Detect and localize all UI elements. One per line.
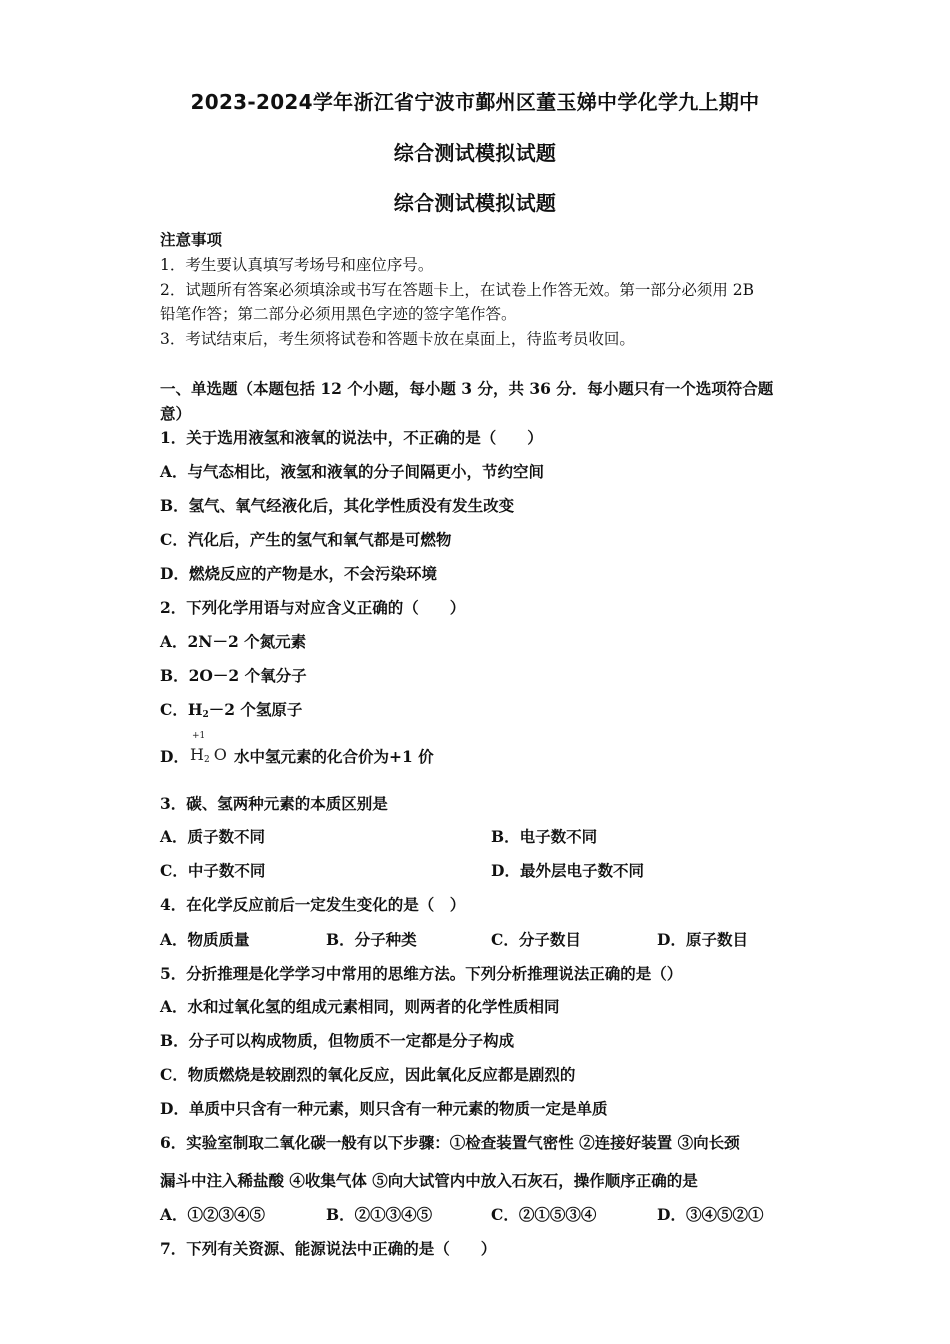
q4-option-d: D．原子数目	[657, 930, 748, 949]
q2-option-b: B．2O－2 个氧分子	[160, 666, 307, 685]
q1-option-d: D．燃烧反应的产物是水，不会污染环境	[160, 564, 437, 583]
q5-option-a: A．水和过氧化氢的组成元素相同，则两者的化学性质相同	[160, 997, 560, 1016]
q3-option-a: A．质子数不同	[160, 827, 266, 846]
section-heading-line2: 意）	[160, 404, 192, 423]
q3-stem: 3．碳、氢两种元素的本质区别是	[160, 794, 388, 813]
q1-option-c: C．汽化后，产生的氢气和氧气都是可燃物	[160, 530, 452, 549]
q5-option-c: C．物质燃烧是较剧烈的氧化反应，因此氧化反应都是剧烈的	[160, 1065, 576, 1084]
q6-option-c: C．②①⑤③④	[491, 1205, 597, 1224]
q1-stem: 1．关于选用液氢和液氧的说法中，不正确的是（ ）	[160, 428, 543, 447]
q2-option-a: A．2N－2 个氮元素	[160, 632, 307, 651]
notice-heading: 注意事项	[160, 230, 223, 249]
q7-stem: 7．下列有关资源、能源说法中正确的是（ ）	[160, 1239, 497, 1258]
q2-formula-h2o: +1 $H_2$ O	[190, 731, 227, 765]
q3-option-d: D．最外层电子数不同	[491, 861, 644, 880]
notice-item-3: 3．考试结束后，考生须将试卷和答题卡放在桌面上，待监考员收回。	[160, 330, 635, 348]
q3-option-b: B．电子数不同	[491, 827, 598, 846]
q5-option-b: B．分子可以构成物质，但物质不一定都是分子构成	[160, 1031, 515, 1050]
notice-item-2b: 铅笔作答；第二部分必须用黑色字迹的签字笔作答。	[160, 305, 517, 323]
q2-option-c: C．$H_2-2$ 个氢原子	[160, 700, 303, 720]
q2-option-d-prefix: D．	[160, 747, 189, 766]
q1-option-b: B．氢气、氧气经液化后，其化学性质没有发生改变	[160, 496, 515, 515]
notice-item-1: 1．考生要认真填写考场号和座位序号。	[160, 256, 434, 274]
q5-stem: 5．分折推理是化学学习中常用的思维方法。下列分析推理说法正确的是（）	[160, 964, 683, 983]
exam-title-line1: 2023-2024学年浙江省宁波市鄞州区董玉娣中学化学九上期中	[190, 90, 760, 114]
q4-option-c: C．分子数目	[491, 930, 581, 949]
q2-option-d-text: 水中氢元素的化合价为+1 价	[234, 747, 434, 766]
q6-option-b: B．②①③④⑤	[326, 1205, 433, 1224]
exam-title-line3: 综合测试模拟试题	[393, 191, 557, 215]
q6-stem-line2: 漏斗中注入稀盐酸 ④收集气体 ⑤向大试管内中放入石灰石，操作顺序正确的是	[160, 1171, 698, 1190]
q6-stem-line1: 6．实验室制取二氧化碳一般有以下步骤：①检查装置气密性 ②连接好装置 ③向长颈	[160, 1133, 740, 1152]
q4-stem: 4．在化学反应前后一定发生变化的是（ ）	[160, 895, 466, 914]
exam-title-line2: 综合测试模拟试题	[393, 141, 557, 165]
q6-option-a: A．①②③④⑤	[160, 1205, 266, 1224]
q4-option-b: B．分子种类	[326, 930, 417, 949]
q5-option-d: D．单质中只含有一种元素，则只含有一种元素的物质一定是单质	[160, 1099, 608, 1118]
q6-option-d: D．③④⑤②①	[657, 1205, 764, 1224]
q4-option-a: A．物质质量	[160, 930, 250, 949]
section-heading-line1: 一、单选题（本题包括 12 个小题，每小题 3 分，共 36 分．每小题只有一个选项符合题	[160, 379, 774, 398]
q2-stem: 2．下列化学用语与对应含义正确的（ ）	[160, 598, 466, 617]
notice-item-2a: 2．试题所有答案必须填涂或书写在答题卡上，在试卷上作答无效。第一部分必须用 2B	[160, 281, 755, 299]
q1-option-a: A．与气态相比，液氢和液氧的分子间隔更小，节约空间	[160, 462, 545, 481]
q3-option-c: C．中子数不同	[160, 861, 266, 880]
